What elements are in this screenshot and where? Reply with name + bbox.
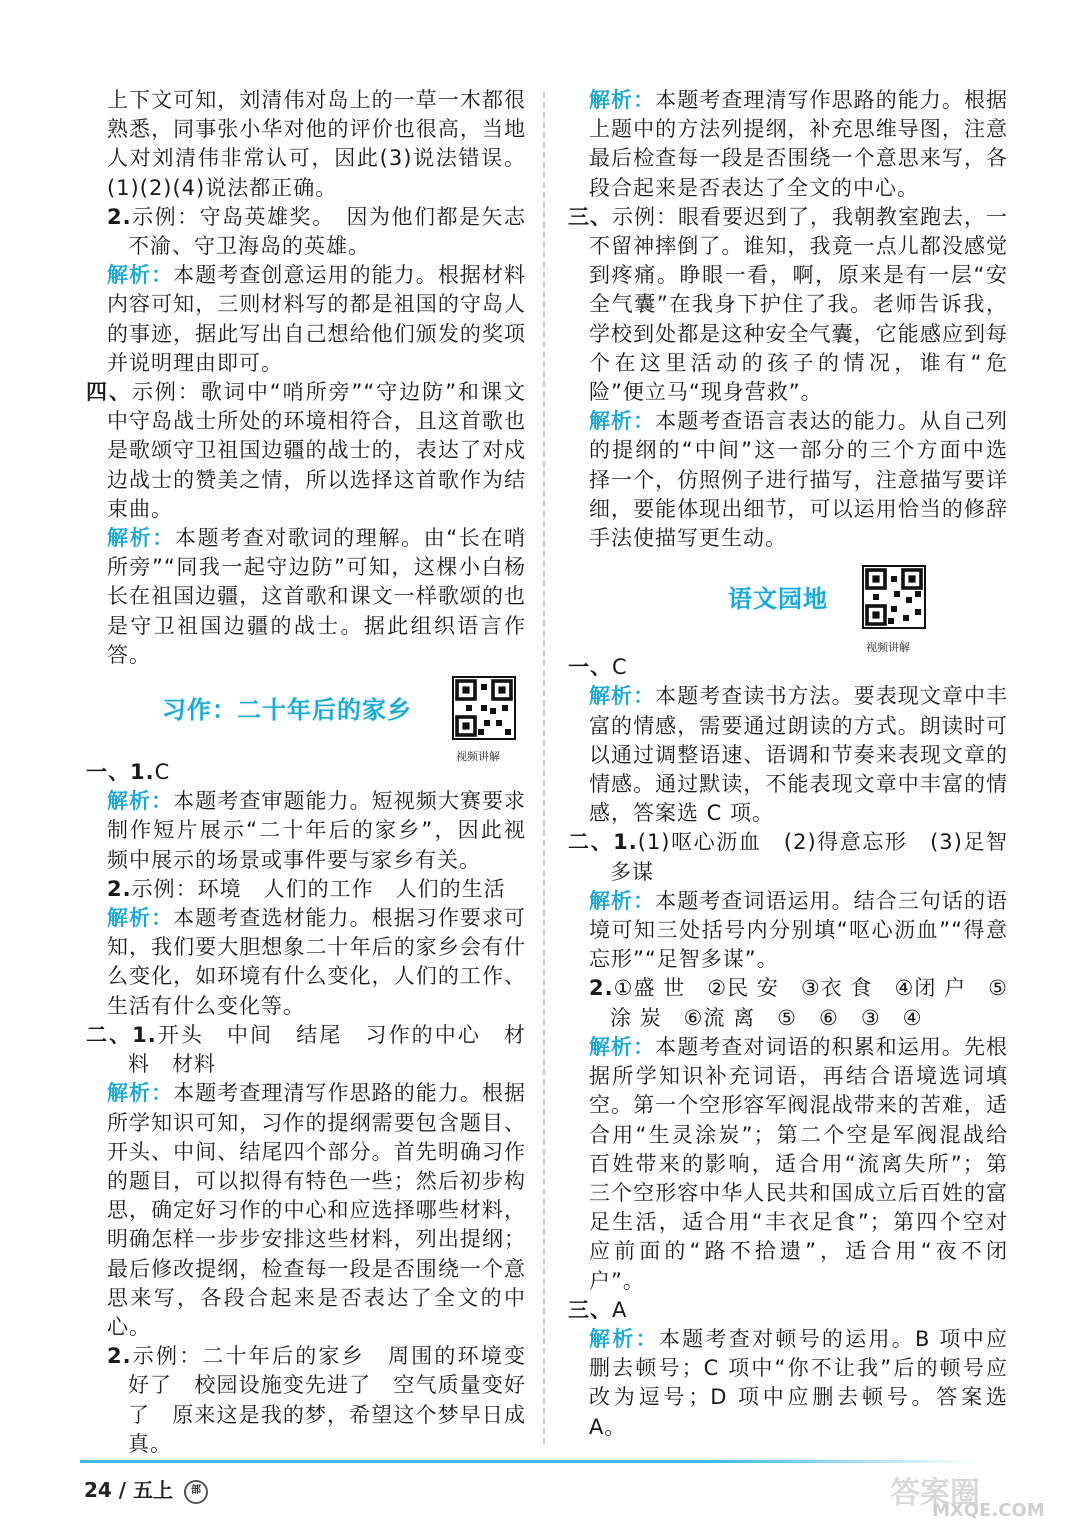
qr-code-icon[interactable]	[452, 676, 516, 740]
watermark-url: MXQE.COM	[932, 1500, 1045, 1521]
page-footer	[84, 1474, 208, 1504]
explanation: 解析：本题考查选材能力。根据习作要求可知，我们要大胆想象二十年后的家乡会有什么变化，如环境有什么变化，人们的工作、生活有什么变化等。	[107, 906, 527, 1018]
answer-section-4: 四、示例：歌词中“哨所旁”“守边防”和课文中守岛战士所处的环境相符合，且这首歌也是歌颂守卫祖国边疆的战士的，表达了对戍边战士的赞美之情，所以选择这首歌作为结束曲。	[86, 380, 526, 521]
section-heading-row	[568, 553, 1008, 653]
answer-item: 二、1.开头 中间 结尾 习作的中心 材料 材料	[86, 1022, 526, 1077]
explanation: 解析：本题考查理清写作思路的能力。根据上题中的方法列提纲，补充思维导图，注意最后检查每一段是否围绕一个意思来写，各段合起来是否表达了全文的中心。	[589, 88, 1009, 200]
explanation: 解析：本题考查词语运用。结合三句话的语境可知三处括号内分别填“呕心沥血”“得意忘形”“足智多谋”。	[589, 888, 1009, 972]
explanation: 解析：本题考查对歌词的理解。由“长在哨所旁”“同我一起守边防”可知，这棵小白杨长在祖国边疆，这首歌和课文一样歌颂的也是守卫祖国边疆的战士。据此组织语言作答。	[107, 526, 526, 667]
right-column	[568, 86, 1008, 1442]
section-heading: 习作：二十年后的家乡	[162, 696, 412, 725]
answer-item: 2.示例：环境 人们的工作 人们的生活	[107, 876, 506, 901]
answer-item: 一、C	[568, 655, 628, 680]
qr-code-icon[interactable]	[862, 565, 926, 629]
answer-item: 一、1.C	[86, 760, 171, 785]
answer-item: 三、A	[568, 1297, 628, 1322]
explanation: 解析：本题考查语言表达的能力。从自己列的提纲的“中间”这一部分的三个方面中选择一个，仿照例子进行描写，注意描写要详细，要能体现出细节，可以运用恰当的修辞手法使描写更生动。	[589, 409, 1009, 551]
answer-item: 2.示例：守岛英雄奖。 因为他们都是矢志不渝、守卫海岛的英雄。	[107, 204, 526, 259]
column-divider	[543, 92, 545, 1444]
left-column	[86, 86, 526, 1459]
answer-item: 2.示例：二十年后的家乡 周围的环境变好了 校园设施变先进了 空气质量变好了 原来这是我的梦，希望这个梦早日成真。	[107, 1344, 526, 1456]
answer-text: 上下文可知，刘清伟对岛上的一草一木都很熟悉，同事张小华对他的评价也很高，当地人对刘清伟非常认可，因此(3)说法错误。(1)(2)(4)说法都正确。	[107, 88, 526, 200]
section-heading: 语文园地	[728, 585, 828, 614]
explanation: 解析：本题考查审题能力。短视频大赛要求制作短片展示“二十年后的家乡”，因此视频中展示的场景或事件要与家乡有关。	[107, 789, 527, 872]
watermark: 答案圈	[890, 1476, 980, 1511]
explanation: 解析：本题考查读书方法。要表现文章中丰富的情感，需要通过朗读的方式。朗读时可以通过调整语速、语调和节奏来表现文章的情感。通过默读，不能表现文章中丰富的情感，答案选 C 项。	[589, 684, 1009, 826]
answer-item: 二、1.(1)呕心沥血 (2)得意忘形 (3)足智多谋	[568, 830, 1009, 884]
qr-caption: 视频讲解	[866, 641, 910, 655]
explanation: 解析：本题考查对顿号的运用。B 项中应删去顿号；C 项中“你不让我”后的顿号应改为逗号；D 项中应删去顿号。答案选 A。	[589, 1326, 1008, 1439]
edition-seal-icon: 部	[184, 1480, 208, 1504]
explanation: 解析：本题考查对词语的积累和运用。先根据所学知识补充词语，再结合语境选词填空。第一个空形容军阀混战带来的苦难，适合用“生灵涂炭”；第二个空是军阀混战给百姓带来的影响，适合用“流离失所”；第三个空形容中华人民共和国成立后百姓的富足生活，适合用“丰衣足食”；第四个空对应前面的“路不拾遗”，适合用“夜不闭户”。	[589, 1034, 1009, 1293]
answer-section-3: 三、示例：眼看要迟到了，我朝教室跑去，一不留神摔倒了。谁知，我竟一点儿都没感觉到疼痛。睁眼一看，啊，原来是有一层“安全气囊”在我身下护住了我。老师告诉我，学校到处都是这种安全气囊，它能感应到每个在这里活动的孩子的情况，谁有“危险”便立马“现身营救”。	[568, 204, 1008, 405]
page-number: 24 / 五上	[84, 1478, 174, 1502]
footer-rule	[80, 1460, 980, 1463]
answer-item: 2.①盛 世 ②民 安 ③衣 食 ④闭 户 ⑤涂 炭 ⑥流 离 ⑤ ⑥ ③ ④	[589, 976, 1008, 1030]
qr-caption: 视频讲解	[456, 750, 500, 764]
section-heading-row	[86, 670, 526, 764]
explanation: 解析：本题考查理清写作思路的能力。根据所学知识可知，习作的提纲需要包含题目、开头、中间、结尾四个部分。首先明确习作的题目，可以拟得有特色一些；然后初步构思，确定好习作的中心和应选择哪些材料，明确怎样一步步安排这些材料，列出提纲；最后修改提纲，检查每一段是否围绕一个意思来写，各段合起来是否表达了全文的中心。	[107, 1081, 527, 1339]
explanation: 解析：本题考查创意运用的能力。根据材料内容可知，三则材料写的都是祖国的守岛人的事迹，据此写出自己想给他们颁发的奖项并说明理由即可。	[107, 263, 527, 375]
